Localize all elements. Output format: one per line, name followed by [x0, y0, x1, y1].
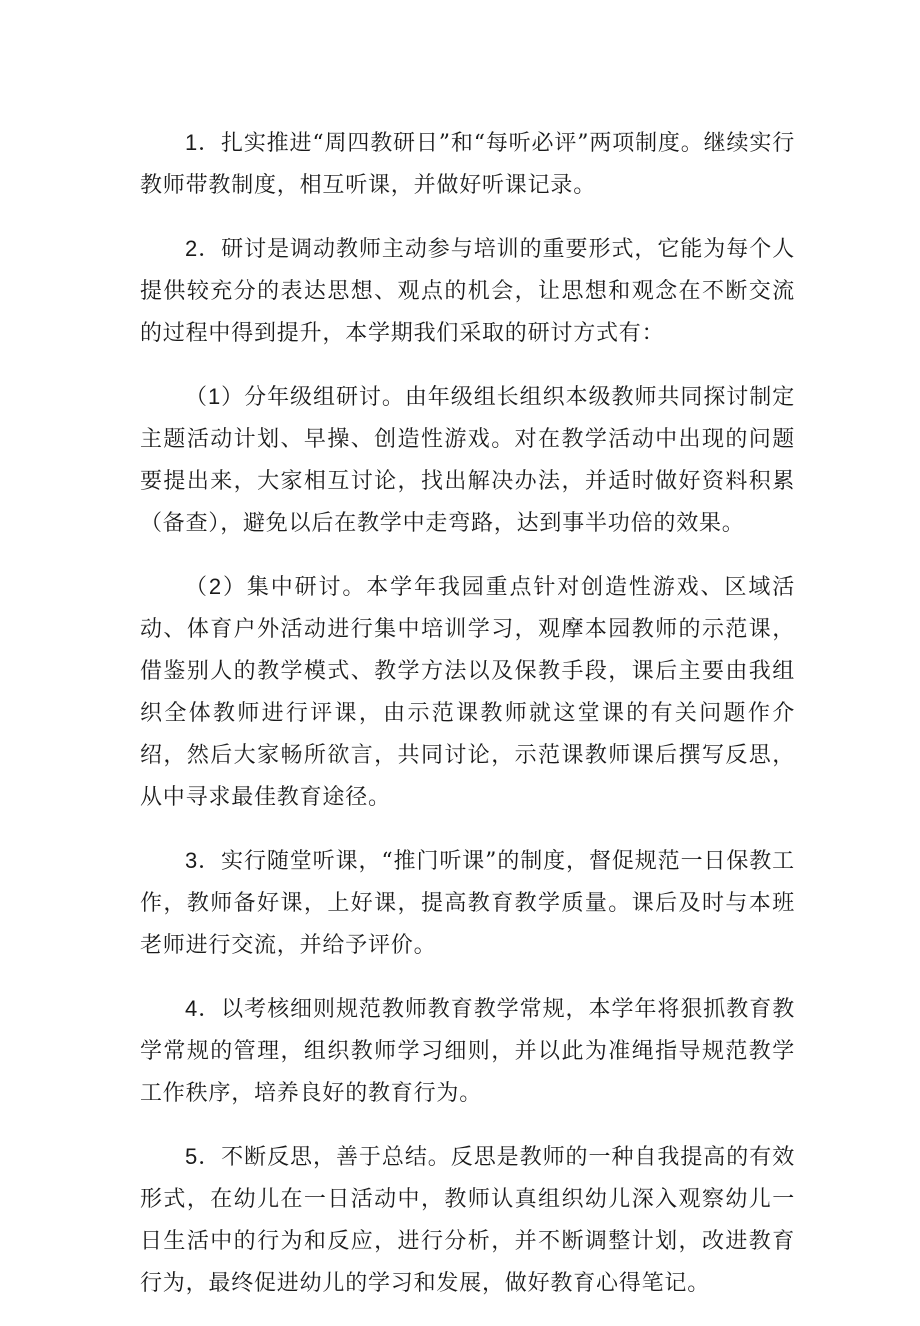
paragraph-number: 1 [185, 130, 199, 155]
paragraph-text: ．研讨是调动教师主动参与培训的重要形式，它能为每个人提供较充分的表达思想、观点的机会，让思想和观念在不断交流的过程中得到提升，本学期我们采取的研讨方式有： [140, 237, 795, 346]
paragraph-text: ．不断反思，善于总结。反思是教师的一种自我提高的有效形式，在幼儿在一日活动中，教师认真组织幼儿深入观察幼儿一日生活中的行为和反应，进行分析，并不断调整计划，改进教育行为，最终促进幼儿的学习和发展，做好教育心得笔记。 [140, 1145, 795, 1296]
paragraph-text: ．以考核细则规范教师教育教学常规，本学年将狠抓教育教学常规的管理，组织教师学习细则，并以此为准绳指导规范教学工作秩序，培养良好的教育行为。 [140, 997, 795, 1106]
paragraph-text: 集中研讨。本学年我园重点针对创造性游戏、区域活动、体育户外活动进行集中培训学习，观摩本园教师的示范课，借鉴别人的教学模式、教学方法以及保教手段，课后主要由我组织全体教师进行评课，由示范课教师就这堂课的有关问题作介绍，然后大家畅所欲言，共同讨论，示范课教师课后撰写反思，从中寻求最佳教育途径。 [140, 575, 795, 810]
paragraph-2 [140, 228, 795, 355]
paragraph-4 [140, 988, 795, 1115]
paragraph-1 [140, 122, 795, 207]
paragraph-number: 4 [185, 996, 199, 1021]
paragraph-number: 3 [185, 848, 199, 873]
paragraph-text: ．实行随堂听课，“推门听课”的制度，督促规范一日保教工作，教师备好课，上好课，提高教育教学质量。课后及时与本班老师进行交流，并给予评价。 [140, 849, 795, 958]
paragraph-3 [140, 840, 795, 967]
paragraph-2-1 [140, 376, 795, 545]
paragraph-2-2 [140, 566, 795, 819]
paragraph-number: 5 [185, 1144, 199, 1169]
paragraph-number: 2 [185, 236, 199, 261]
paragraph-text: ．扎实推进“周四教研日”和“每听必评”两项制度。继续实行教师带教制度，相互听课，并做好听课记录。 [140, 131, 795, 198]
paragraph-number: （2） [185, 574, 247, 599]
paragraph-text: 分年级组研讨。由年级组长组织本级教师共同探讨制定主题活动计划、早操、创造性游戏。对在教学活动中出现的问题要提出来，大家相互讨论，找出解决办法，并适时做好资料积累（备查），避免以后在教学中走弯路，达到事半功倍的效果。 [140, 385, 796, 536]
paragraph-number: （1） [185, 384, 245, 409]
paragraph-5 [140, 1136, 795, 1305]
document-body [140, 122, 795, 1326]
